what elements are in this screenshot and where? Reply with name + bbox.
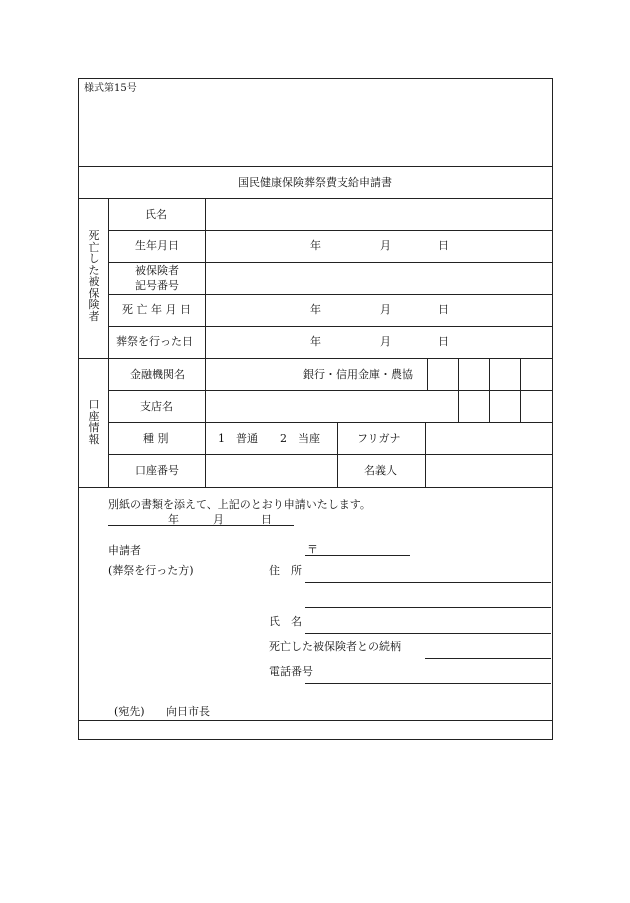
birth-year: 年	[310, 239, 321, 252]
funeral-day: 日	[438, 335, 449, 348]
declaration-year: 年	[168, 513, 179, 526]
deceased-side-label: 死亡した被保険者	[88, 229, 100, 323]
account-number-label: 口座番号	[135, 464, 179, 477]
declaration-statement: 別紙の書類を添えて、上記のとおり申請いたします。	[108, 498, 371, 511]
applicant-name-label: 氏 名	[269, 615, 302, 628]
insured-number-label-1: 被保険者	[135, 264, 179, 277]
applicant-label: 申請者	[108, 544, 141, 557]
furigana-label: フリガナ	[357, 432, 401, 445]
death-year: 年	[310, 303, 321, 316]
address-line-1	[305, 582, 551, 583]
death-month: 月	[380, 303, 391, 316]
phone-line	[305, 683, 551, 684]
funeral-year: 年	[310, 335, 321, 348]
form-title: 国民健康保険葬祭費支給申請書	[238, 176, 392, 189]
addressee-label: (宛先)	[114, 705, 145, 718]
addressee-name: 向日市長	[166, 705, 210, 718]
relation-line	[425, 658, 551, 659]
account-holder-label: 名義人	[364, 464, 397, 477]
death-date-label: 死 亡 年 月 日	[122, 303, 191, 316]
address-label: 住 所	[269, 564, 302, 577]
bank-types: 銀行・信用金庫・農協	[303, 368, 413, 381]
phone-label: 電話番号	[269, 665, 313, 678]
applicant-name-line	[305, 633, 551, 634]
bottom-band-line	[78, 720, 552, 721]
applicant-sublabel: (葬祭を行った方)	[108, 564, 194, 577]
declaration-day: 日	[261, 513, 272, 526]
birth-month: 月	[380, 239, 391, 252]
branch-label: 支店名	[140, 400, 173, 413]
postal-code-line	[305, 555, 410, 556]
birth-day: 日	[438, 239, 449, 252]
funeral-month: 月	[380, 335, 391, 348]
account-type-options: 1 普通 2 当座	[218, 432, 320, 445]
postal-mark: 〒	[307, 543, 318, 556]
bank-label: 金融機関名	[130, 368, 185, 381]
account-type-label: 種 別	[143, 432, 169, 445]
funeral-date-label: 葬祭を行った日	[116, 335, 193, 348]
birthdate-label: 生年月日	[135, 239, 179, 252]
account-side-label: 口座情報	[88, 398, 100, 446]
insured-number-label-2: 記号番号	[135, 279, 179, 292]
declaration-month: 月	[213, 513, 224, 526]
address-line-2	[305, 607, 551, 608]
form-number: 様式第15号	[84, 83, 137, 94]
relation-label: 死亡した被保険者との続柄	[269, 640, 401, 653]
death-day: 日	[438, 303, 449, 316]
deceased-name-label: 氏名	[145, 208, 167, 221]
declaration-date-underline	[108, 525, 294, 526]
